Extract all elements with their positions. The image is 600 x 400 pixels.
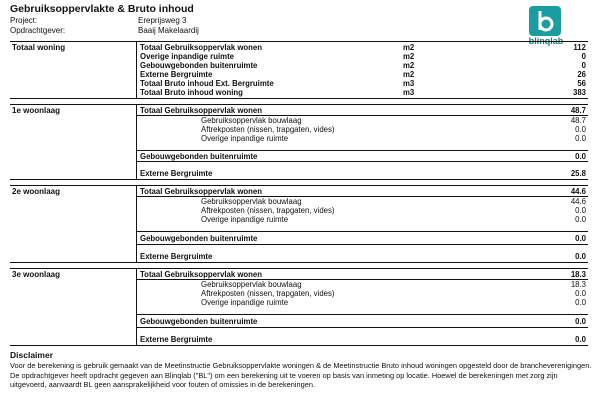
- row-name: Totaal Bruto inhoud Ext. Bergruimte: [140, 79, 274, 88]
- divider: [137, 314, 588, 315]
- disclaimer-text: Voor de berekening is gebruik gemaakt van de Meetinstructie Gebruiksoppervlakte woningen & de Meetinstructie Bruto inhoud woningen opgesteld door de brancheverenigingen. De opdrachtgever heeft opdracht gegeven aan Blinqlab ("BL") om een berekening uit te voeren op basis van inmeting op locatie. Hoewel de berekeningen met zorg zijn uitgevoerd, aanvaardt BL geen aansprakelijkheid voor fouten of omissies in de berekeningen.: [10, 361, 592, 390]
- logo-wordmark: blinqlab: [528, 36, 564, 46]
- row-name: Overige inpandige ruimte: [201, 298, 289, 307]
- row-value: 0.0: [575, 298, 586, 307]
- row-name: Externe Bergruimte: [140, 252, 213, 261]
- row-value: 25.8: [570, 169, 586, 178]
- row-unit: m2: [403, 43, 415, 52]
- client-label: Opdrachtgever:: [10, 26, 66, 35]
- table-row: [137, 61, 588, 70]
- row-value: 0.0: [575, 335, 586, 344]
- row-unit: m2: [403, 61, 415, 70]
- section-floor-2: [10, 185, 588, 263]
- row-value: 0: [581, 61, 586, 70]
- section-body: [136, 269, 588, 345]
- table-row: [137, 252, 588, 261]
- table-row: [137, 43, 588, 52]
- table-row: [137, 298, 588, 307]
- table-row: [137, 215, 588, 224]
- row-value: 0.0: [575, 134, 586, 143]
- row-name: Totaal Gebruiksoppervlak wonen: [140, 43, 263, 52]
- disclaimer-title: Disclaimer: [10, 350, 53, 360]
- logo-b-icon: [529, 6, 561, 36]
- table-row: [137, 52, 588, 61]
- table-row: [137, 335, 588, 344]
- row-value: 112: [573, 43, 586, 52]
- row-name: Aftrekposten (nissen, trapgaten, vides): [201, 289, 335, 298]
- row-value: 18.3: [570, 270, 586, 279]
- row-value: 0.0: [575, 317, 586, 326]
- section-body: [136, 42, 588, 98]
- section-body: [136, 186, 588, 262]
- divider: [137, 327, 588, 328]
- logo-mark: [529, 6, 561, 36]
- row-unit: m3: [403, 88, 415, 97]
- table-row: [137, 125, 588, 134]
- row-unit: m2: [403, 52, 415, 61]
- row-name: Externe Bergruimte: [140, 70, 213, 79]
- table-row: [137, 289, 588, 298]
- project-line: [10, 16, 186, 25]
- row-unit: m2: [403, 70, 415, 79]
- row-name: Totaal Bruto inhoud woning: [140, 88, 243, 97]
- row-name: Totaal Gebruiksoppervlak wonen: [140, 187, 263, 196]
- row-name: Gebruiksoppervlak bouwlaag: [201, 197, 302, 206]
- section-label: Totaal woning: [12, 43, 66, 52]
- divider: [137, 161, 588, 162]
- client-value: Baaij Makelaardij: [138, 26, 199, 35]
- table-row: [137, 280, 588, 289]
- table-row: [137, 187, 588, 196]
- row-value: 26: [577, 70, 586, 79]
- table-row: [137, 317, 588, 326]
- row-name: Totaal Gebruiksoppervlak wonen: [140, 270, 263, 279]
- client-line: [10, 26, 199, 35]
- table-row: [137, 197, 588, 206]
- row-name: Aftrekposten (nissen, trapgaten, vides): [201, 206, 335, 215]
- row-value: 0.0: [575, 206, 586, 215]
- project-value: Ereprijsweg 3: [138, 16, 187, 25]
- table-row: [137, 70, 588, 79]
- table-row: [137, 79, 588, 88]
- section-label: 1e woonlaag: [12, 106, 61, 115]
- row-name: Gebouwgebonden buitenruimte: [140, 61, 258, 70]
- row-value: 44.6: [570, 197, 586, 206]
- section-floor-1: [10, 104, 588, 180]
- section-body: [136, 105, 588, 179]
- section-floor-3: [10, 268, 588, 346]
- table-row: [137, 152, 588, 161]
- row-name: Aftrekposten (nissen, trapgaten, vides): [201, 125, 335, 134]
- row-name: Overige inpandige ruimte: [201, 215, 289, 224]
- row-value: 383: [572, 88, 586, 97]
- row-unit: m3: [403, 79, 415, 88]
- row-value: 0.0: [575, 289, 586, 298]
- table-row: [137, 270, 588, 279]
- row-value: 0.0: [575, 125, 586, 134]
- row-name: Gebouwgebonden buitenruimte: [140, 234, 258, 243]
- divider: [137, 244, 588, 245]
- row-value: 56: [577, 79, 586, 88]
- divider: [137, 150, 588, 151]
- page-title: Gebruiksoppervlakte & Bruto inhoud: [10, 3, 194, 15]
- table-row: [137, 206, 588, 215]
- row-value: 0.0: [575, 215, 586, 224]
- section-label: 2e woonlaag: [12, 187, 61, 196]
- table-row: [137, 88, 588, 97]
- row-name: Gebouwgebonden buitenruimte: [140, 152, 258, 161]
- section-label: 3e woonlaag: [12, 270, 61, 279]
- row-value: 0.0: [575, 252, 586, 261]
- table-row: [137, 116, 588, 125]
- row-name: Overige inpandige ruimte: [201, 134, 289, 143]
- row-name: Externe Bergruimte: [140, 169, 213, 178]
- row-value: 48.7: [570, 116, 586, 125]
- row-name: Overige inpandige ruimte: [140, 52, 235, 61]
- table-row: [137, 134, 588, 143]
- section-totaal-woning: [10, 41, 588, 99]
- row-value: 44.6: [570, 187, 586, 196]
- row-value: 48.7: [570, 106, 586, 115]
- row-name: Totaal Gebruiksoppervlak wonen: [140, 106, 263, 115]
- row-value: 18.3: [570, 280, 586, 289]
- row-name: Gebruiksoppervlak bouwlaag: [201, 116, 302, 125]
- project-label: Project:: [10, 16, 38, 25]
- row-value: 0.0: [575, 152, 586, 161]
- table-row: [137, 234, 588, 243]
- table-row: [137, 106, 588, 115]
- row-value: 0: [581, 52, 586, 61]
- row-value: 0.0: [575, 234, 586, 243]
- row-name: Gebruiksoppervlak bouwlaag: [201, 280, 302, 289]
- row-name: Gebouwgebonden buitenruimte: [140, 317, 258, 326]
- divider: [137, 231, 588, 232]
- row-name: Externe Bergruimte: [140, 335, 213, 344]
- table-row: [137, 169, 588, 178]
